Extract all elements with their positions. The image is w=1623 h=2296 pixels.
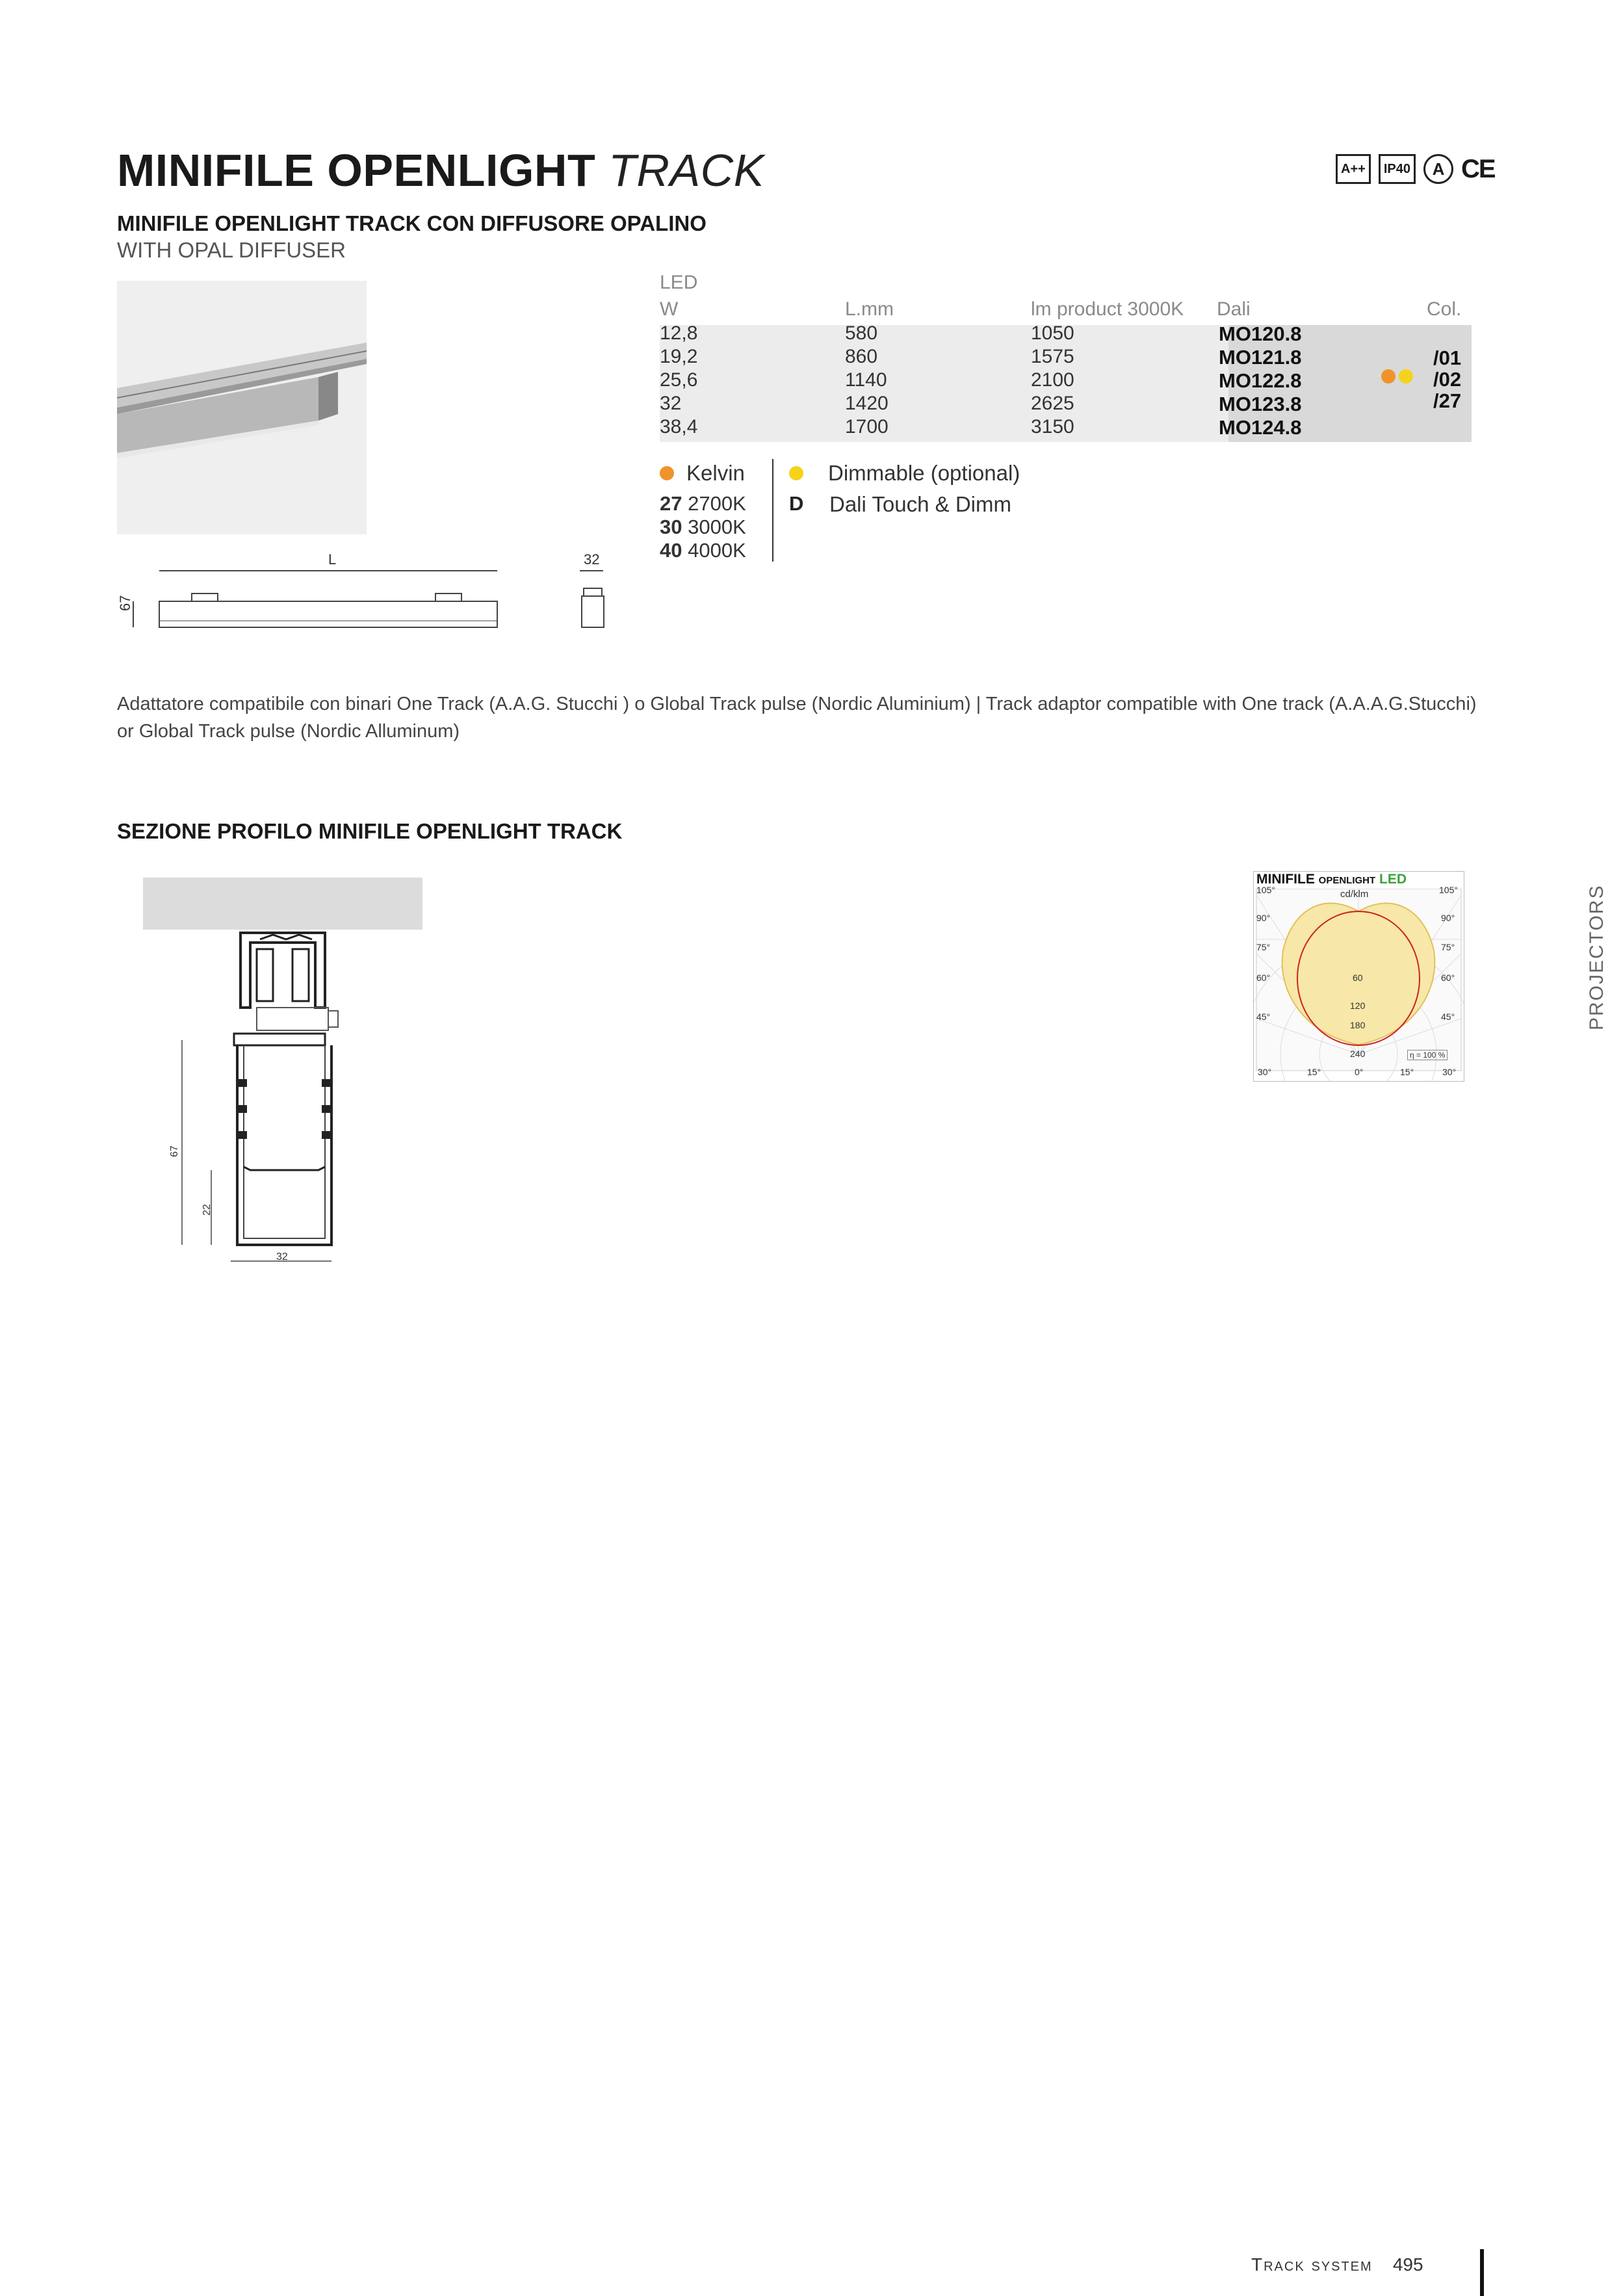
angle-label: 45° — [1441, 1011, 1455, 1022]
angle-label: 90° — [1256, 913, 1271, 923]
angle-label: 60° — [1256, 972, 1271, 983]
a-mark-label: A — [1432, 159, 1445, 179]
dimmable-label: Dimmable (optional) — [828, 461, 1020, 485]
cell-lm: 3150 — [1031, 416, 1074, 437]
section-title: SEZIONE PROFILO MINIFILE OPENLIGHT TRACK — [117, 819, 623, 843]
subtitle-english: WITH OPAL DIFFUSER — [117, 238, 346, 262]
header-w: W — [660, 298, 679, 320]
angle-label: 15° — [1307, 1067, 1321, 1077]
cell-lmm: 1700 — [845, 416, 889, 437]
header-lm: lm product 3000K — [1031, 298, 1184, 320]
cell-lm: 2625 — [1031, 393, 1074, 414]
radius-label: 240 — [1350, 1049, 1366, 1059]
table-row — [660, 393, 1440, 416]
title-italic: TRACK — [608, 145, 764, 196]
cell-w: 19,2 — [660, 346, 698, 367]
color-code: /02 — [1433, 368, 1462, 391]
dim-width-label: 32 — [584, 551, 600, 567]
photometry-title-a: MINIFILE — [1256, 872, 1315, 887]
a-mark-icon — [1423, 154, 1453, 184]
dimmable-dot-icon — [1399, 369, 1413, 384]
section-side-label: PROJECTORS — [1586, 884, 1607, 1030]
kelvin-code: 30 — [660, 515, 682, 538]
photometry-title-b: OPENLIGHT — [1318, 875, 1376, 886]
profile-dim-height-2: 22 — [201, 1204, 213, 1216]
kelvin-code: 27 — [660, 492, 682, 515]
photometry-title — [1256, 872, 1407, 887]
angle-label: 30° — [1258, 1067, 1272, 1077]
cell-lmm: 860 — [845, 346, 878, 367]
cell-dali: MO124.8 — [1219, 416, 1302, 439]
ip-rating-badge: IP40 — [1379, 154, 1416, 184]
product-photo — [117, 281, 367, 534]
kelvin-list — [660, 492, 746, 562]
table-row — [660, 369, 1440, 393]
angle-label: 30° — [1442, 1067, 1457, 1077]
angle-label: 75° — [1441, 942, 1455, 952]
profile-dim-height: 67 — [169, 1145, 180, 1157]
radius-label: 60 — [1353, 972, 1363, 983]
cell-w: 38,4 — [660, 416, 698, 437]
angle-label: 0° — [1355, 1067, 1364, 1077]
dimmable-dot-icon — [789, 466, 803, 480]
kelvin-item — [660, 492, 746, 515]
profile-dim-width: 32 — [276, 1251, 288, 1262]
radius-label: 120 — [1350, 1000, 1366, 1011]
cell-w: 25,6 — [660, 369, 698, 391]
angle-label: 15° — [1400, 1067, 1414, 1077]
legend-divider — [772, 459, 773, 562]
kelvin-item — [660, 539, 746, 562]
kelvin-value: 4000K — [688, 539, 746, 562]
page-number: 495 — [1392, 2254, 1423, 2275]
profile-section-drawing — [136, 871, 435, 1274]
table-row — [660, 416, 1440, 439]
cell-lm: 2100 — [1031, 369, 1074, 391]
dim-length-label: L — [328, 551, 337, 567]
cell-dali: MO121.8 — [1219, 346, 1302, 369]
cell-dali: MO122.8 — [1219, 369, 1302, 392]
kelvin-value: 2700K — [688, 492, 746, 515]
kelvin-item — [660, 515, 746, 539]
photometry-title-c: LED — [1379, 872, 1407, 887]
cell-lm: 1050 — [1031, 322, 1074, 344]
kelvin-label: Kelvin — [686, 461, 745, 485]
header-lmm: L.mm — [845, 298, 894, 320]
fixture-drawing — [110, 546, 617, 644]
dimm-code: D — [789, 492, 804, 515]
kelvin-code: 40 — [660, 539, 682, 562]
cell-lmm: 580 — [845, 322, 878, 344]
color-code: /27 — [1433, 389, 1462, 412]
color-code: /01 — [1433, 346, 1462, 369]
angle-label: 60° — [1441, 972, 1455, 983]
cell-dali: MO123.8 — [1219, 393, 1302, 415]
angle-label: 45° — [1256, 1011, 1271, 1022]
compatibility-note: Adattatore compatibile con binari One Track (A.A.G. Stucchi ) o Global Track pulse (Nordic Aluminium) | Track adaptor compatible with One track (A.A.A.G.Stucchi) or Global Track pulse (Nordic Alluminum) — [117, 694, 1477, 742]
angle-label: 75° — [1256, 942, 1271, 952]
angle-label: 90° — [1441, 913, 1455, 923]
footer-section: Track system — [1251, 2254, 1373, 2275]
photometric-diagram — [1253, 871, 1464, 1082]
page-title — [117, 144, 764, 196]
table-group-label: LED — [660, 272, 698, 293]
angle-label: 105° — [1256, 885, 1275, 895]
kelvin-dot-icon — [660, 466, 674, 480]
title-main: MINIFILE OPENLIGHT — [117, 145, 596, 196]
page-footer — [1251, 2254, 1423, 2275]
radius-label: 180 — [1350, 1020, 1366, 1030]
table-row — [660, 346, 1440, 369]
dim-height-label: 67 — [117, 595, 133, 611]
header-col: Col. — [1427, 298, 1462, 320]
energy-class-badge: A++ — [1336, 154, 1371, 184]
cell-lmm: 1140 — [845, 369, 887, 391]
footer-bar — [1480, 2249, 1484, 2296]
efficiency-label: η = 100 % — [1407, 1050, 1448, 1060]
angle-label: 105° — [1439, 885, 1458, 895]
subtitle-italian: MINIFILE OPENLIGHT TRACK CON DIFFUSORE OPALINO — [117, 211, 707, 235]
dimm-value: Dali Touch & Dimm — [829, 492, 1011, 516]
photometry-unit: cd/klm — [1340, 889, 1369, 900]
ce-mark-icon: CE — [1461, 154, 1495, 183]
certification-marks — [1336, 154, 1495, 184]
cell-w: 12,8 — [660, 322, 698, 344]
cell-w: 32 — [660, 393, 682, 414]
kelvin-dot-icon — [1381, 369, 1396, 384]
table-row — [660, 322, 1440, 346]
cell-lmm: 1420 — [845, 393, 889, 414]
kelvin-value: 3000K — [688, 515, 746, 538]
cell-dali: MO120.8 — [1219, 322, 1302, 345]
cell-lm: 1575 — [1031, 346, 1074, 367]
header-dali: Dali — [1217, 298, 1251, 320]
